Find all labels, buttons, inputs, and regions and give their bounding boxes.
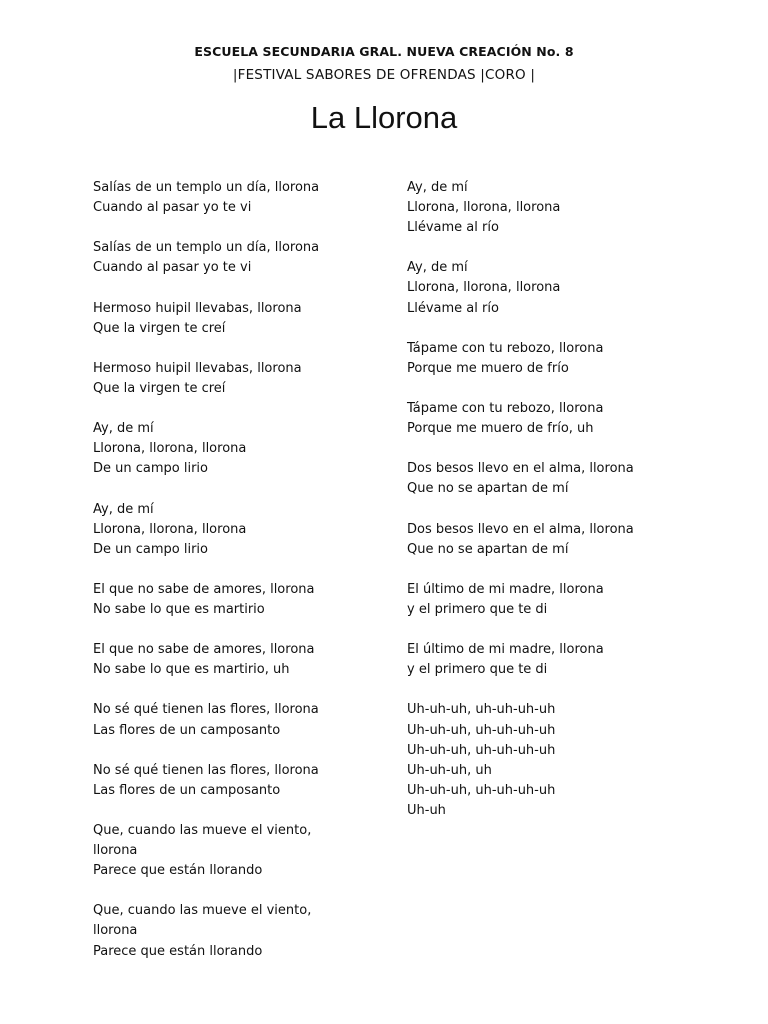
lyrics-line: Llorona, llorona, llorona — [407, 280, 561, 296]
lyrics-stanza — [93, 178, 333, 218]
lyrics-line: No sabe lo que es martirio, uh — [93, 662, 290, 678]
lyrics-line: Llorona, llorona, llorona — [407, 200, 561, 216]
lyrics-line: No sé qué tienen las flores, llorona — [93, 702, 319, 718]
lyrics-line: Ay, de mí — [407, 180, 468, 195]
lyrics-line: Que, cuando las mueve el viento, — [93, 903, 312, 919]
lyrics-line: Llorona, llorona, llorona — [93, 441, 247, 457]
lyrics-line: No sé qué tienen las flores, llorona — [93, 762, 319, 778]
lyrics-line: Uh-uh-uh, uh — [407, 762, 492, 778]
lyrics-line: Llévame al río — [407, 300, 499, 316]
lyrics-line: Hermoso huipil llevabas, llorona — [93, 300, 302, 316]
lyrics-stanza — [93, 901, 333, 961]
lyrics-line: Que no se apartan de mí — [407, 481, 569, 497]
lyrics-stanza — [407, 399, 667, 439]
festival-subtitle: |FESTIVAL SABORES DE OFRENDAS |CORO | — [232, 67, 536, 83]
lyrics-stanza — [407, 640, 667, 680]
lyrics-line: Salías de un templo un día, llorona — [93, 240, 320, 256]
lyrics-line: De un campo lirio — [93, 541, 209, 557]
lyrics-line: Dos besos llevo en el alma, llorona — [407, 461, 634, 477]
lyrics-line: Uh-uh-uh, uh-uh-uh-uh — [407, 782, 556, 798]
lyrics-line: Que la virgen te creí — [93, 320, 226, 336]
lyrics-line: Llévame al río — [407, 220, 499, 236]
lyrics-line: Dos besos llevo en el alma, llorona — [407, 521, 634, 537]
lyrics-line: El último de mi madre, llorona — [407, 581, 604, 597]
school-name: ESCUELA SECUNDARIA GRAL. NUEVA CREACIÓN No. 8 — [194, 44, 574, 59]
lyrics-line: No sabe lo que es martirio — [93, 601, 265, 617]
lyrics-line: Ay, de mí — [407, 260, 468, 276]
lyrics-stanza — [407, 258, 667, 318]
lyrics-stanza — [407, 339, 667, 379]
lyrics-line: Porque me muero de frío — [407, 360, 569, 376]
lyrics-stanza — [93, 299, 333, 339]
lyrics-line: Uh-uh-uh, uh-uh-uh-uh — [407, 742, 556, 758]
lyrics-stanza — [407, 178, 667, 238]
lyrics-line: Parece que están llorando — [93, 863, 263, 879]
lyrics-stanza — [93, 359, 333, 399]
lyrics-line: y el primero que te di — [407, 662, 548, 678]
lyrics-line: Porque me muero de frío, uh — [407, 421, 594, 437]
lyrics-line: Cuando al pasar yo te vi — [93, 260, 252, 276]
lyrics-line: Las flores de un camposanto — [93, 722, 281, 738]
lyrics-line: Que no se apartan de mí — [407, 541, 569, 557]
lyrics-stanza — [407, 580, 667, 620]
lyrics-line: Uh-uh — [407, 802, 446, 818]
lyrics-line: Hermoso huipil llevabas, llorona — [93, 360, 302, 376]
lyrics-stanza — [93, 640, 333, 680]
lyrics-line: Ay, de mí — [93, 421, 154, 437]
lyrics-line: llorona — [93, 843, 138, 859]
lyrics-line: Uh-uh-uh, uh-uh-uh-uh — [407, 702, 556, 718]
lyrics-line: Las flores de un camposanto — [93, 782, 281, 798]
lyrics-stanza — [93, 821, 333, 881]
song-title: La Llorona — [310, 100, 458, 135]
lyrics-line: El que no sabe de amores, llorona — [93, 581, 315, 597]
lyrics-stanza — [93, 580, 333, 620]
lyrics-line: El que no sabe de amores, llorona — [93, 642, 315, 658]
lyrics-stanza — [93, 238, 333, 278]
lyrics-line: Uh-uh-uh, uh-uh-uh-uh — [407, 722, 556, 738]
lyrics-stanza — [93, 700, 333, 740]
lyrics-line: llorona — [93, 923, 138, 939]
lyrics-line: Cuando al pasar yo te vi — [93, 200, 252, 216]
lyrics-stanza — [93, 500, 333, 560]
lyrics-stanza — [93, 419, 333, 479]
lyrics-column-right — [407, 178, 667, 821]
lyrics-line: Parece que están llorando — [93, 943, 263, 959]
lyrics-stanza — [93, 761, 333, 801]
lyrics-line: Ay, de mí — [93, 501, 154, 517]
lyrics-line: De un campo lirio — [93, 461, 209, 477]
lyrics-stanza — [407, 520, 667, 560]
lyrics-line: Llorona, llorona, llorona — [93, 521, 247, 537]
lyrics-line: Tápame con tu rebozo, llorona — [407, 340, 604, 356]
lyrics-stanza — [407, 700, 667, 821]
lyrics-line: Tápame con tu rebozo, llorona — [407, 401, 604, 417]
lyrics-line: Que la virgen te creí — [93, 380, 226, 396]
lyrics-stanza — [407, 459, 667, 499]
lyrics-column-left — [93, 178, 333, 962]
lyrics-line: Salías de un templo un día, llorona — [93, 180, 320, 195]
lyrics-line: El último de mi madre, llorona — [407, 642, 604, 658]
lyrics-line: Que, cuando las mueve el viento, — [93, 823, 312, 838]
lyrics-line: y el primero que te di — [407, 601, 548, 617]
